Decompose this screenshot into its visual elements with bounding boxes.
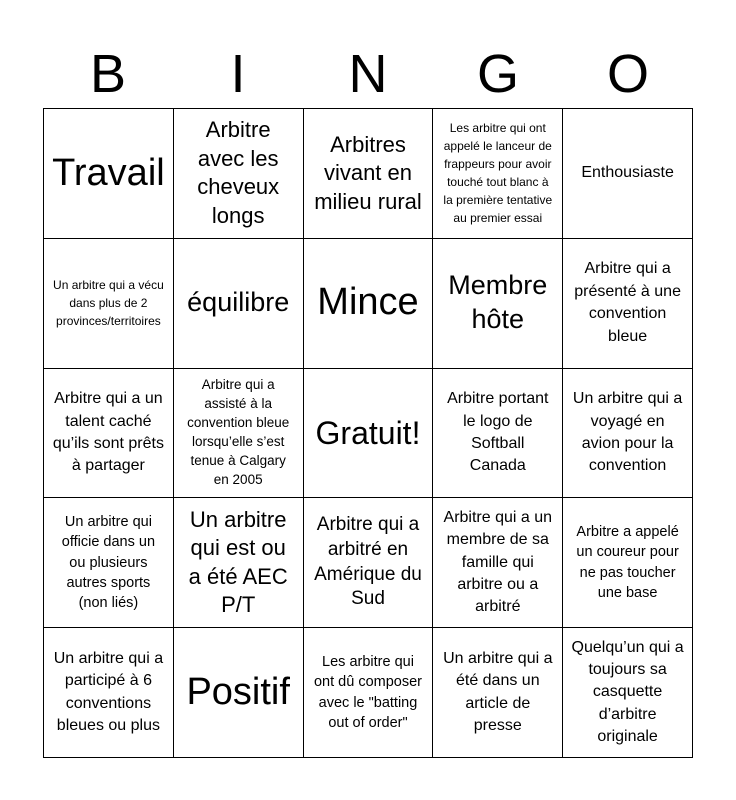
bingo-cell[interactable]: Mince — [304, 239, 434, 369]
header-letter-n: N — [348, 44, 388, 104]
bingo-cell[interactable]: Arbitre a appelé un coureur pour ne pas toucher une base — [563, 498, 693, 628]
bingo-cell[interactable]: Arbitre portant le logo de Softball Canada — [433, 369, 563, 499]
bingo-cell[interactable]: équilibre — [174, 239, 304, 369]
header-letter-o: O — [606, 44, 649, 104]
bingo-cell[interactable]: Enthousiaste — [563, 109, 693, 239]
header-letter-g: G — [476, 44, 519, 104]
bingo-cell[interactable]: Un arbitre qui est ou a été AEC P/T — [174, 498, 304, 628]
bingo-cell[interactable]: Les arbitre qui ont dû composer avec le "batting out of order" — [304, 628, 434, 758]
bingo-cell[interactable]: Arbitre qui a un membre de sa famille qui arbitre ou a arbitré — [433, 498, 563, 628]
bingo-cell[interactable]: Arbitre qui a un talent caché qu’ils sont prêts à partager — [44, 369, 174, 499]
bingo-cell[interactable]: Quelqu’un qui a toujours sa casquette d’arbitre originale — [563, 628, 693, 758]
bingo-cell[interactable]: Travail — [44, 109, 174, 239]
bingo-cell[interactable]: Un arbitre qui officie dans un ou plusieurs autres sports (non liés) — [44, 498, 174, 628]
bingo-cell[interactable]: Arbitre avec les cheveux longs — [174, 109, 304, 239]
header-letter-i: I — [230, 44, 246, 104]
bingo-cell[interactable]: Les arbitre qui ont appelé le lanceur de frappeurs pour avoir touché tout blanc à la première tentative au premier essai — [433, 109, 563, 239]
bingo-cell[interactable]: Un arbitre qui a vécu dans plus de 2 provinces/territoires — [44, 239, 174, 369]
header-letter-b: B — [89, 44, 127, 104]
bingo-cell[interactable]: Arbitre qui a présenté à une convention bleue — [563, 239, 693, 369]
bingo-cell[interactable]: Un arbitre qui a participé à 6 conventions bleues ou plus — [44, 628, 174, 758]
bingo-cell[interactable]: Arbitre qui a assisté à la convention bleue lorsqu’elle s’est tenue à Calgary en 2005 — [174, 369, 304, 499]
bingo-cell[interactable]: Positif — [174, 628, 304, 758]
bingo-header — [43, 40, 693, 108]
bingo-cell[interactable]: Gratuit! — [304, 369, 434, 499]
bingo-cell[interactable]: Arbitre qui a arbitré en Amérique du Sud — [304, 498, 434, 628]
bingo-cell[interactable]: Membre hôte — [433, 239, 563, 369]
bingo-grid — [43, 108, 693, 758]
bingo-cell[interactable]: Arbitres vivant en milieu rural — [304, 109, 434, 239]
bingo-cell[interactable]: Un arbitre qui a été dans un article de presse — [433, 628, 563, 758]
bingo-cell[interactable]: Un arbitre qui a voyagé en avion pour la convention — [563, 369, 693, 499]
